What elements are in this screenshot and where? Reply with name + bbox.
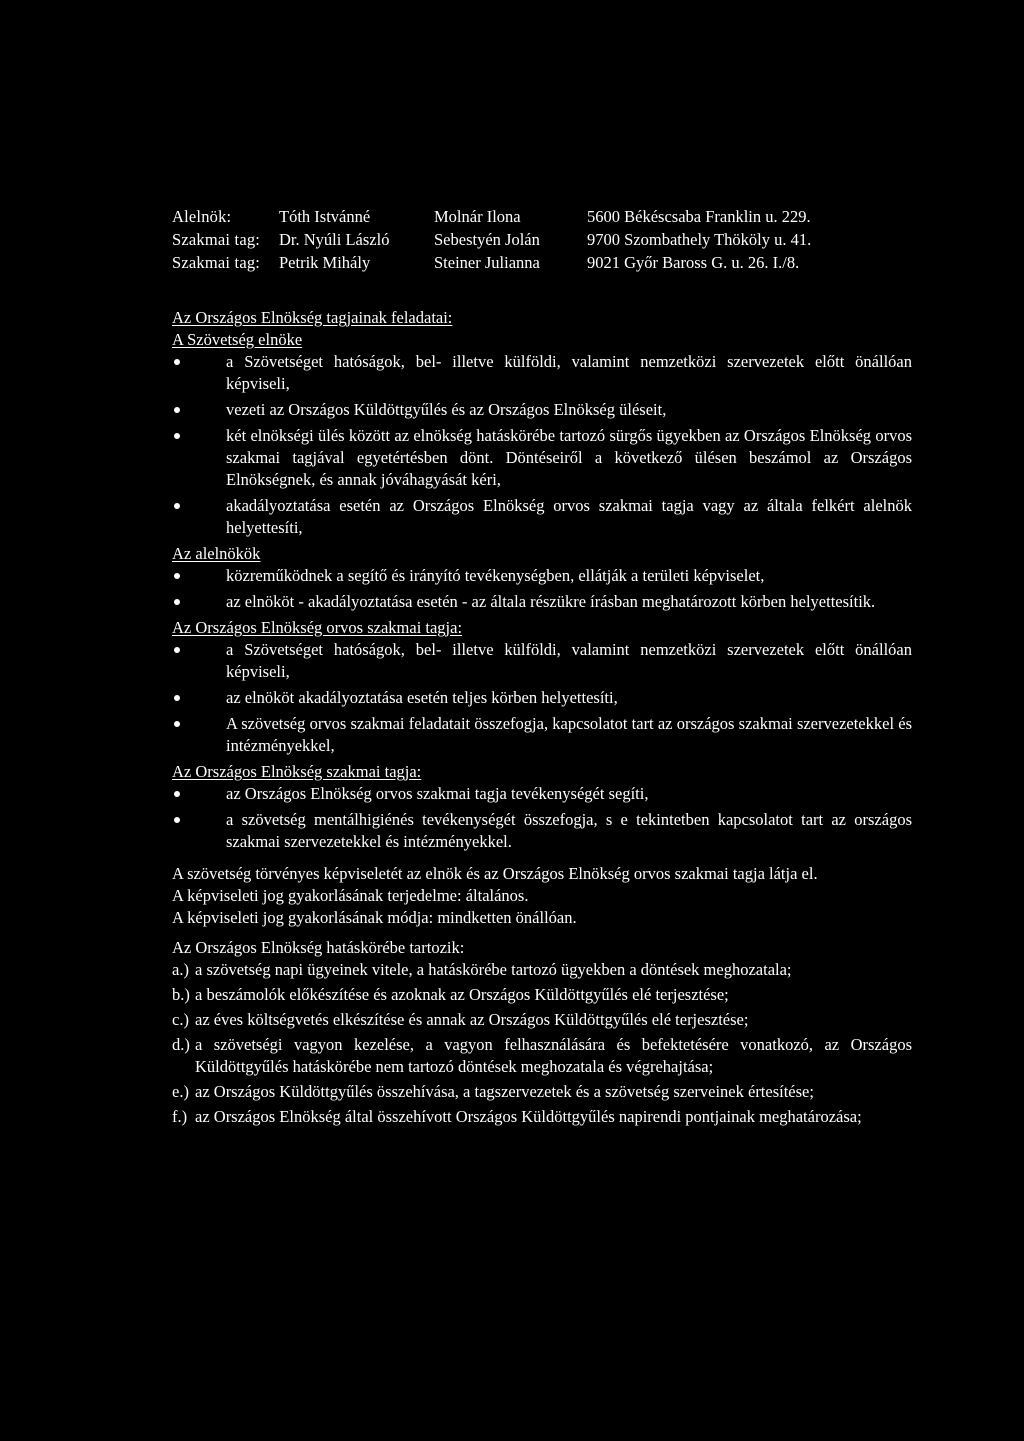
board-address: 9700 Szombathely Thököly u. 41. <box>587 230 812 249</box>
list-item: két elnökségi ülés között az elnökség hatáskörébe tartozó sürgős ügyekben az Országos Elnökség orvos szakmai tagjával egyetértésben dönt. Döntéseiről a következő ülésen beszámol az Országos Elnökségnek, és annak jóváhagyását kéri, <box>172 425 912 491</box>
representation-scope: A képviseleti jog gyakorlásának terjedelme: általános. <box>172 886 529 905</box>
list-text: az Országos Elnökség által összehívott Országos Küldöttgyűlés napirendi pontjainak meghatározása; <box>195 1107 862 1126</box>
list-item: A szövetség orvos szakmai feladatait összefogja, kapcsolatot tart az országos szakmai szervezetekkel és intézményekkel, <box>172 713 912 757</box>
list-item: a szövetség mentálhigiénés tevékenységét összefogja, s e tekintetben kapcsolatot tart az országos szakmai szervezetekkel és intézményekkel. <box>172 809 912 853</box>
list-item <box>172 1106 912 1128</box>
board-row <box>172 229 872 252</box>
list-letter: b.) <box>172 985 190 1004</box>
board-role: Szakmai tag: <box>172 230 261 249</box>
list-item <box>172 1009 912 1031</box>
competence-list <box>172 959 912 1128</box>
list-item: az elnököt - akadályoztatása esetén - az általa részükre írásban meghatározott körben helyettesítik. <box>172 591 912 613</box>
board-name: Petrik Mihály <box>279 253 371 272</box>
list-item <box>172 984 912 1006</box>
list-item: a Szövetséget hatóságok, bel- illetve külföldi, valamint nemzetközi szervezetek előtt önállóan képviseli, <box>172 351 912 395</box>
competence-section <box>172 937 912 1128</box>
list-item: az elnököt akadályoztatása esetén teljes körben helyettesíti, <box>172 687 912 709</box>
board-role: Alelnök: <box>172 207 232 226</box>
list-text: az Országos Küldöttgyűlés összehívása, a tagszervezetek és a szövetség szerveinek értesítése; <box>195 1082 814 1101</box>
list-item: az Országos Elnökség orvos szakmai tagja tevékenységét segíti, <box>172 783 912 805</box>
board-name: Dr. Nyúli László <box>279 230 390 249</box>
board-members-table <box>172 206 872 275</box>
professional-heading: Az Országos Elnökség szakmai tagja: <box>172 762 422 781</box>
list-item <box>172 1081 912 1103</box>
list-item: a Szövetséget hatóságok, bel- illetve külföldi, valamint nemzetközi szervezetek előtt önállóan képviseli, <box>172 639 912 683</box>
list-letter: c.) <box>172 1010 189 1029</box>
representation-section <box>172 863 912 929</box>
competence-heading: Az Országos Elnökség hatáskörébe tartozik: <box>172 938 465 957</box>
duties-title: Az Országos Elnökség tagjainak feladatai: <box>172 308 453 327</box>
list-item <box>172 959 912 981</box>
professional-duties-list <box>172 783 912 853</box>
board-row <box>172 206 872 229</box>
board-name: Tóth Istvánné <box>279 207 371 226</box>
vice-heading: Az alelnökök <box>172 544 261 563</box>
medical-heading: Az Országos Elnökség orvos szakmai tagja: <box>172 618 463 637</box>
president-duties-list <box>172 351 912 539</box>
list-letter: f.) <box>172 1107 188 1126</box>
list-text: a szövetség napi ügyeinek vitele, a hatáskörébe tartozó ügyekben a döntések meghozatala; <box>195 960 792 979</box>
list-item: közreműködnek a segítő és irányító tevékenységben, ellátják a területi képviselet, <box>172 565 912 587</box>
list-letter: e.) <box>172 1082 189 1101</box>
medical-duties-list <box>172 639 912 757</box>
list-item <box>172 1034 912 1078</box>
board-role: Szakmai tag: <box>172 253 261 272</box>
list-item: akadályoztatása esetén az Országos Elnökség orvos szakmai tagja vagy az általa felkért alelnök helyettesíti, <box>172 495 912 539</box>
representation-mode: A képviseleti jog gyakorlásának módja: mindketten önállóan. <box>172 908 577 927</box>
list-text: a szövetségi vagyon kezelése, a vagyon felhasználására és befektetésére vonatkozó, az Országos Küldöttgyűlés hatáskörébe nem tartozó döntések meghozatala és végrehajtása; <box>195 1035 912 1076</box>
board-birth-name: Molnár Ilona <box>434 207 521 226</box>
board-birth-name: Steiner Julianna <box>434 253 540 272</box>
document-page <box>172 206 912 1131</box>
vice-duties-list <box>172 565 912 613</box>
list-letter: a.) <box>172 960 189 979</box>
president-heading: A Szövetség elnöke <box>172 330 303 349</box>
list-letter: d.) <box>172 1035 190 1054</box>
duties-section <box>172 307 912 853</box>
list-text: az éves költségvetés elkészítése és annak az Országos Küldöttgyűlés elé terjesztése; <box>195 1010 749 1029</box>
board-birth-name: Sebestyén Jolán <box>434 230 540 249</box>
representation-text: A szövetség törvényes képviseletét az elnök és az Országos Elnökség orvos szakmai tagja látja el. <box>172 864 818 883</box>
list-item: vezeti az Országos Küldöttgyűlés és az Országos Elnökség üléseit, <box>172 399 912 421</box>
board-address: 5600 Békéscsaba Franklin u. 229. <box>587 207 811 226</box>
board-address: 9021 Győr Baross G. u. 26. I./8. <box>587 253 800 272</box>
board-row <box>172 252 872 275</box>
list-text: a beszámolók előkészítése és azoknak az Országos Küldöttgyűlés elé terjesztése; <box>195 985 729 1004</box>
